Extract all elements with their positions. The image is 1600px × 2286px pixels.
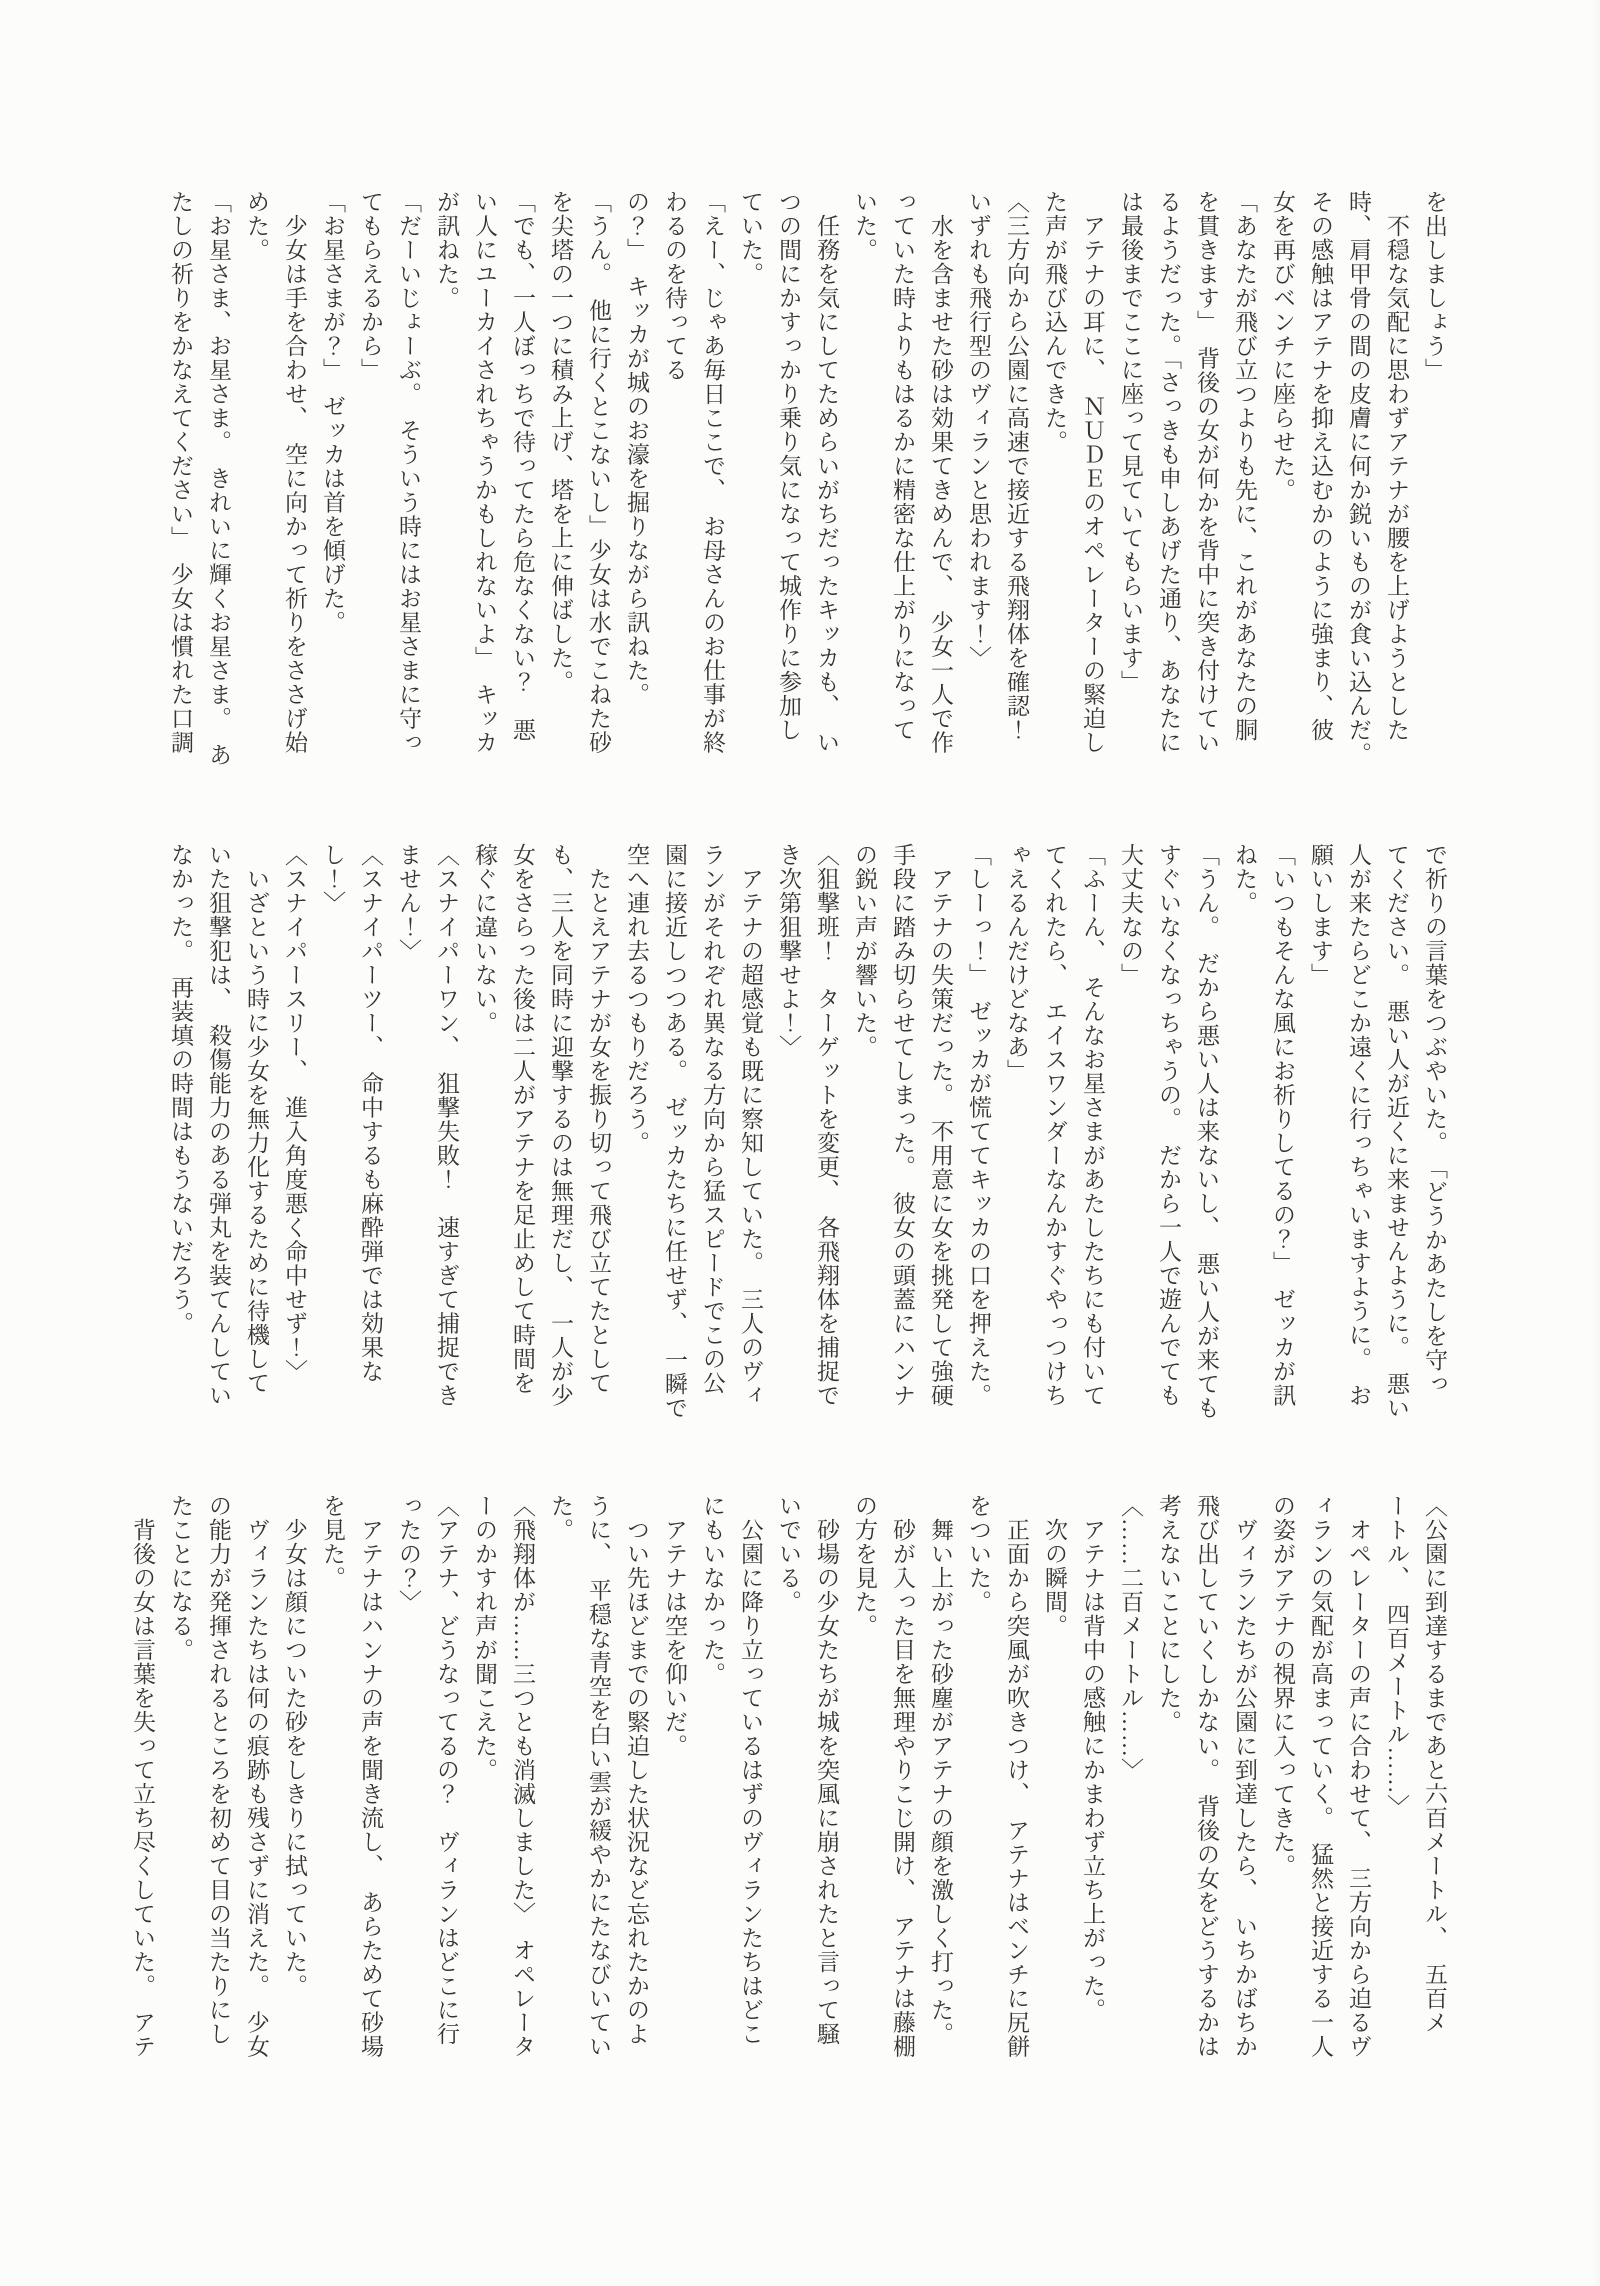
text-column: た。 [548, 1494, 573, 1542]
text-column: 背後の女は言葉を失って立ち尽くしていた。 アテ [130, 1494, 155, 2059]
text-column: の方を見た。 [852, 1494, 877, 1638]
text-column: 飛び出していくしかない。 背後の女をどうするかは [1194, 1494, 1219, 2059]
text-column: 〈スナイパーツー、 命中するも麻酔弾では効果な [358, 843, 383, 1384]
text-column: 女を再びベンチに座らせた。 [1270, 190, 1295, 502]
text-block-bottom [97, 1494, 1453, 2106]
text-column: 考えないことにした。 [1156, 1494, 1181, 1734]
text-column: つい先ほどまでの緊迫した状況など忘れたかのよ [624, 1494, 649, 2046]
text-column: の鋭い声が響いた。 [852, 843, 877, 1059]
text-column: 〈公園に到達するまであと六百メートル、 五百メ [1422, 1494, 1447, 2035]
text-column: ートル、 四百メートル……〉 [1384, 1494, 1409, 1819]
text-column: 〈スナイパーワン、 狙撃失敗！ 速すぎて捕捉でき [434, 843, 459, 1408]
text-column: 少女は手を合わせ、 空に向かって祈りをささげ始 [282, 190, 307, 755]
text-column: 舞い上がった砂塵がアテナの顔を激しく打った。 [928, 1494, 953, 2046]
text-column: を貫きます」 背後の女が何かを背中に突き付けてい [1194, 190, 1219, 755]
text-column: 水を含ませた砂は効果てきめんで、 少女一人で作 [928, 190, 953, 755]
text-column: 少女は顔についた砂をしきりに拭っていた。 [282, 1494, 307, 1998]
text-column: 「だーいじょーぶ。 そういう時にはお星さまに守っ [396, 190, 421, 755]
text-column: ません！〉 [396, 843, 421, 963]
text-column: 〈飛翔体が……三つとも消滅しました〉 オペレータ [510, 1494, 535, 2059]
text-column: いずれも飛行型のヴィランと思われます！〉 [966, 190, 991, 670]
text-column: アテナの耳に、 ＮＵＤＥのオペレーターの緊迫し [1080, 190, 1105, 755]
text-column: 空へ連れ去るつもりだろう。 [624, 843, 649, 1155]
text-column: アテナの超感覚も既に察知していた。 三人のヴィ [738, 843, 763, 1408]
text-column: 女をさらった後は二人がアテナを足止めして時間を [510, 843, 535, 1395]
text-column: たことになる。 [168, 1494, 193, 1662]
text-column: たしの祈りをかなえてください」 少女は慣れた口調 [168, 190, 193, 755]
text-column: るようだった。「さっきも申しあげた通り、あなたに [1156, 190, 1181, 755]
text-column: は最後までここに座って見ていてもらいます」 [1118, 190, 1143, 694]
text-column: いでいる。 [776, 1494, 801, 1614]
text-column: っていた時よりもはるかに精密な仕上がりになって [890, 190, 915, 742]
text-column: を尖塔の一つに積み上げ、塔を上に伸ばした。 [548, 190, 573, 694]
text-column: 次の瞬間。 [1042, 1494, 1067, 1638]
text-column: ていた。 [738, 190, 763, 286]
text-column: ったの？〉 [396, 1494, 421, 1614]
text-column: 〈アテナ、どうなってるの？ ヴィランはどこに行 [434, 1494, 459, 2046]
text-block-top [97, 190, 1453, 802]
text-column: 〈……二百メートル……〉 [1118, 1494, 1143, 1782]
text-column: てもらえるから」 [358, 190, 383, 382]
text-column: 時、肩甲骨の間の皮膚に何か鋭いものが食い込んだ。 [1346, 190, 1371, 766]
text-column: 「うん。 だから悪い人は来ないし、 悪い人が来ても [1194, 843, 1219, 1420]
text-column: が訊ねた。 [434, 190, 459, 310]
text-column: てください。 悪い人が近くに来ませんように。 悪い [1384, 843, 1409, 1420]
text-column: いた。 [852, 190, 877, 262]
text-column: つの間にかすっかり乗り気になって城作りに参加し [776, 190, 801, 742]
text-column: ィランの気配が高まっていく。 猛然と接近する一人 [1308, 1494, 1333, 2059]
text-column: わるのを待ってる [662, 190, 687, 382]
text-column: その感触はアテナを抑え込むかのように強まり、彼 [1308, 190, 1333, 742]
text-column: てくれたら、 エイスワンダーなんかすぐやっつけち [1042, 843, 1067, 1408]
text-block-middle [97, 843, 1453, 1455]
text-column: 砂が入った目を無理やりこじ開け、 アテナは藤棚 [890, 1494, 915, 2059]
scan-edge-shading [1592, 0, 1600, 2286]
text-column: にもいなかった。 [700, 1494, 725, 1686]
text-column: 「お星さま、お星さま。 きれいに輝くお星さま。 あ [206, 190, 231, 767]
text-column: うに、 平穏な青空を白い雲が緩やかにたなびいてい [586, 1494, 611, 2059]
text-column: 公園に降り立っているはずのヴィランたちはどこ [738, 1494, 763, 2046]
text-column: 〈スナイパースリー、 進入角度悪く命中せず！〉 [282, 843, 307, 1384]
text-column: 人が来たらどこか遠くに行っちゃいますように。 お [1346, 843, 1371, 1408]
text-column: ヴィランたちが公園に到達したら、 いちかばちか [1232, 1494, 1257, 2059]
text-column: も、三人を同時に迎撃するのは無理だし、 一人が少 [548, 843, 573, 1408]
text-column: をついた。 [966, 1494, 991, 1614]
text-column: オペレーターの声に合わせて、 三方向から迫るヴ [1346, 1494, 1371, 2059]
text-column: アテナは背中の感触にかまわず立ち上がった。 [1080, 1494, 1105, 2022]
text-column: 稼ぐに違いない。 [472, 843, 497, 1035]
text-column: 砂場の少女たちが城を突風に崩されたと言って騒 [814, 1494, 839, 2046]
text-column: の能力が発揮されるところを初めて目の当たりにし [206, 1494, 231, 2046]
text-column: で祈りの言葉をつぶやいた。 「どうかあたしを守っ [1422, 843, 1447, 1396]
text-column: 「えー、じゃあ毎日ここで、 お母さんのお仕事が終 [700, 190, 725, 755]
text-column: 〈狙撃班！ ターゲットを変更、 各飛翔体を捕捉で [814, 843, 839, 1408]
text-column: 「あなたが飛び立つよりも先に、これがあなたの胴 [1232, 190, 1257, 742]
text-column: い人にユーカイされちゃうかもしれないよ」 キッカ [472, 190, 497, 755]
text-column: を見た。 [320, 1494, 345, 1590]
text-column: 不穏な気配に思わずアテナが腰を上げようとした [1384, 190, 1409, 742]
text-column: 「でも、一人ぼっちで待ってたら危なくない？ 悪 [510, 190, 535, 742]
text-column: し！〉 [320, 843, 345, 915]
text-column: の？」 キッカが城のお濠を掘りながら訊ねた。 [624, 190, 649, 707]
text-column: 「お星さまが？」 ゼッカは首を傾げた。 [320, 190, 345, 635]
text-column: いた狙撃犯は、 殺傷能力のある弾丸を装てんしてい [206, 843, 231, 1408]
text-column: アテナはハンナの声を聞き流し、 あらためて砂場 [358, 1494, 383, 2059]
text-column: 正面から突風が吹きつけ、 アテナはベンチに尻餅 [1004, 1494, 1029, 2059]
text-column: た声が飛び込んできた。 [1042, 190, 1067, 454]
text-column: 願いします」 [1308, 843, 1333, 987]
text-column: 「うん。 他に行くとこないし」少女は水でこねた砂 [586, 190, 611, 755]
text-column: の姿がアテナの視界に入ってきた。 [1270, 1494, 1295, 1878]
text-column: 〈三方向から公園に高速で接近する飛翔体を確認！ [1004, 190, 1029, 742]
text-column: めた。 [244, 190, 269, 262]
text-column: 大丈夫なの」 [1118, 843, 1143, 987]
text-column: ヴィランたちは何の痕跡も残さずに消えた。 少女 [244, 1494, 269, 2059]
text-column: 「しーっ！」 ゼッカが慌ててキッカの口を押えた。 [966, 843, 991, 1408]
text-column: なかった。 再装填の時間はもうないだろう。 [168, 843, 193, 1336]
text-column: 「ふーん、 そんなお星さまがあたしたちにも付いて [1080, 843, 1105, 1408]
text-column: 園に接近しつつある。 ゼッカたちに任せず、 一瞬で [662, 843, 687, 1420]
text-column: き次第狙撃せよ！〉 [776, 843, 801, 1059]
text-column: アテナの失策だった。 不用意に女を挑発して強硬 [928, 843, 953, 1408]
text-column: いざという時に少女を無力化するために待機して [244, 843, 269, 1395]
text-column: 任務を気にしてためらいがちだったキッカも、 い [814, 190, 839, 755]
text-column: すぐいなくなっちゃうの。 だから一人で遊んでても [1156, 843, 1181, 1408]
text-column: 「いつもそんな風にお祈りしてるの？」 ゼッカが訊 [1270, 843, 1295, 1408]
text-column: ランがそれぞれ異なる方向から猛スピードでこの公 [700, 843, 725, 1395]
text-column: たとえアテナが女を振り切って飛び立てたとして [586, 843, 611, 1395]
text-column: アテナは空を仰いだ。 [662, 1494, 687, 1758]
text-column: 手段に踏み切らせてしまった。 彼女の頭蓋にハンナ [890, 843, 915, 1408]
text-column: ねた。 [1232, 843, 1257, 915]
text-column: ゃえるんだけどなあ」 [1004, 843, 1029, 1083]
text-column: を出しましょう」 [1422, 190, 1447, 382]
text-column: ーのかすれ声が聞こえた。 [472, 1494, 497, 1782]
